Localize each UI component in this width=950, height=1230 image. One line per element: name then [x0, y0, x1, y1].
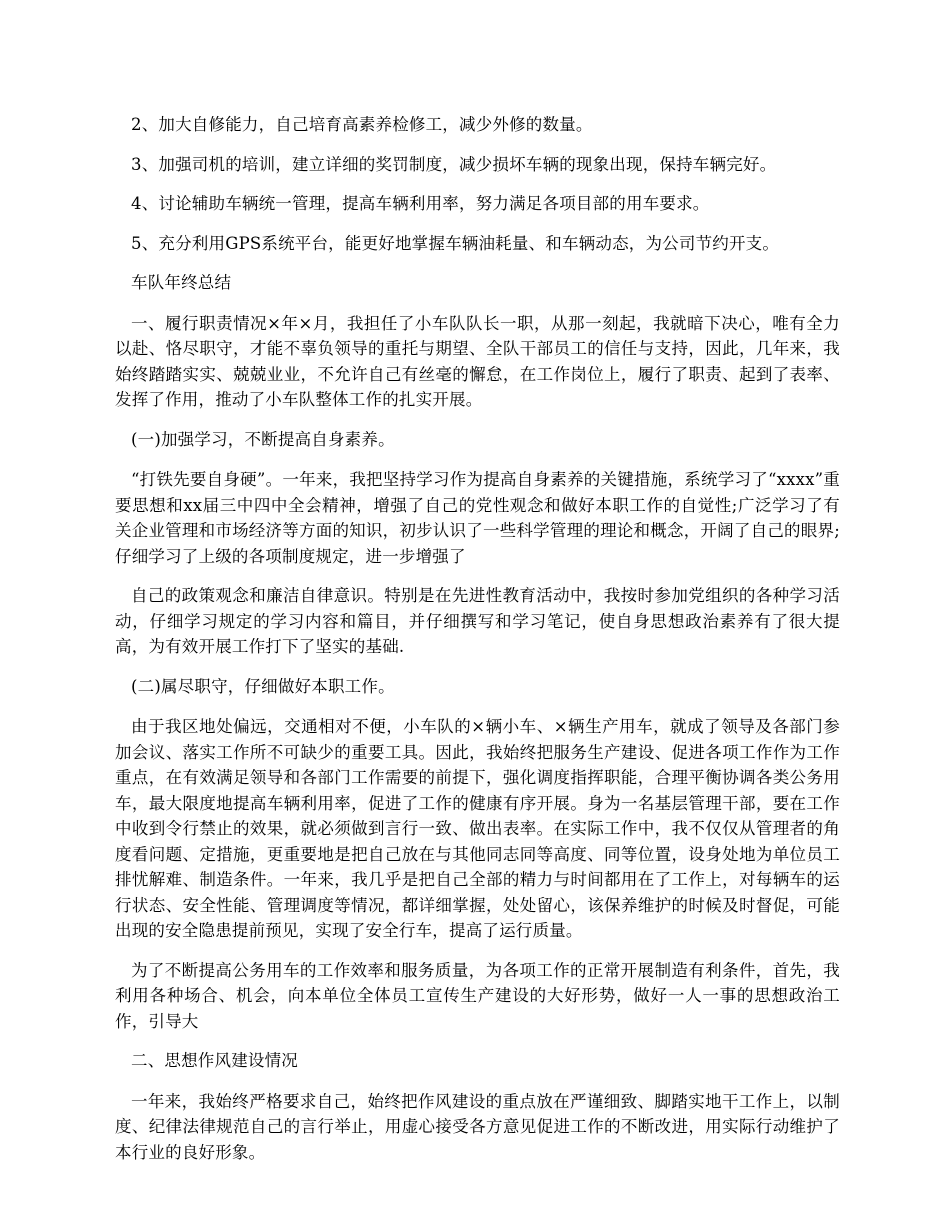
subheading-learning: (一)加强学习，不断提高自身素养。 — [131, 429, 395, 449]
paragraph-learning-continued: 自己的政策观念和廉洁自律意识。特别是在先进性教育活动中，我按时参加党组织的各种学习活动，仔细学习规定的学习内容和篇目，并仔细撰写和学习笔记，使自身思想政治素养有了很大提高，为有效开展工作打下了坚实的基础. — [115, 586, 840, 656]
paragraph-item-3: 3、加强司机的培训，建立详细的奖罚制度，减少损坏车辆的现象出现，保持车辆完好。 — [131, 154, 777, 174]
subheading-duty: (二)属尽职守，仔细做好本职工作。 — [131, 676, 395, 696]
paragraph-item-4: 4、讨论辅助车辆统一管理，提高车辆利用率，努力满足各项目部的用车要求。 — [131, 194, 710, 213]
subheading-style: 二、思想作风建设情况 — [131, 1051, 298, 1070]
paragraph-item-5: 5、充分利用GPS系统平台，能更好地掌握车辆油耗量、和车辆动态，为公司节约开支。 — [131, 233, 780, 253]
paragraph-duty-details: 由于我区地处偏远，交通相对不便，小车队的×辆小车、×辆生产用车，就成了领导及各部门参加会议、落实工作所不可缺少的重要工具。因此，我始终把服务生产建设、促进各项工作作为工作重点，在有效满足领导和各部门工作需要的前提下，强化调度指挥职能，合理平衡协调各类公务用车，最大限度地提高车辆利用率，促进了工作的健康有序开展。身为一名基层管理干部，要在工作中收到令行禁止的效果，就必须做到言行一致、做出表率。在实际工作中，我不仅仅从管理者的角度看问题、定措施，更重要地是把自己放在与其他同志同等高度、同等位置，设身处地为单位员工排忧解难、制造条件。一年来，我几乎是把自己全部的精力与时间都用在了工作上，对每辆车的运行状态、安全性能、管理调度等情况，都详细掌握，处处留心，该保养维护的时候及时督促，可能出现的安全隐患提前预见，实现了安全行车，提高了运行质量。 — [115, 717, 840, 940]
paragraph-efficiency: 为了不断提高公务用车的工作效率和服务质量，为各项工作的正常开展制造有利条件，首先，我利用各种场合、机会，向本单位全体员工宣传生产建设的大好形势，做好一人一事的思想政治工作，引导大 — [115, 960, 840, 1031]
paragraph-learning: “打铁先要自身硬”。一年来，我把坚持学习作为提高自身素养的关键措施，系统学习了“xxxx”重要思想和xx届三中四中全会精神，增强了自己的党性观念和做好本职工作的自觉性;广泛学习了有关企业管理和市场经济等方面的知识，初步认识了一些科学管理的理论和概念，开阔了自己的眼界;仔细学习了上级的各项制度规定，进一步增强了 — [115, 470, 840, 566]
paragraph-item-2: 2、加大自修能力，自己培育高素养检修工，减少外修的数量。 — [131, 115, 593, 134]
paragraph-duty-performance: 一、履行职责情况×年×月，我担任了小车队队长一职，从那一刻起，我就暗下决心，唯有全力以赴、恪尽职守，才能不辜负领导的重托与期望、全队干部员工的信任与支持，因此，几年来，我始终踏踏实实、兢兢业业，不允许自己有丝毫的懈怠，在工作岗位上，履行了职责、起到了表率、发挥了作用，推动了小车队整体工作的扎实开展。 — [115, 313, 840, 409]
section-title: 车队年终总结 — [131, 273, 232, 292]
paragraph-style: 一年来，我始终严格要求自己，始终把作风建设的重点放在严谨细致、脚踏实地干工作上，以制度、纪律法律规范自己的言行举止，用虚心接受各方意见促进工作的不断改进，用实际行动维护了本行业的良好形象。 — [115, 1091, 840, 1162]
document-body — [115, 112, 840, 1179]
